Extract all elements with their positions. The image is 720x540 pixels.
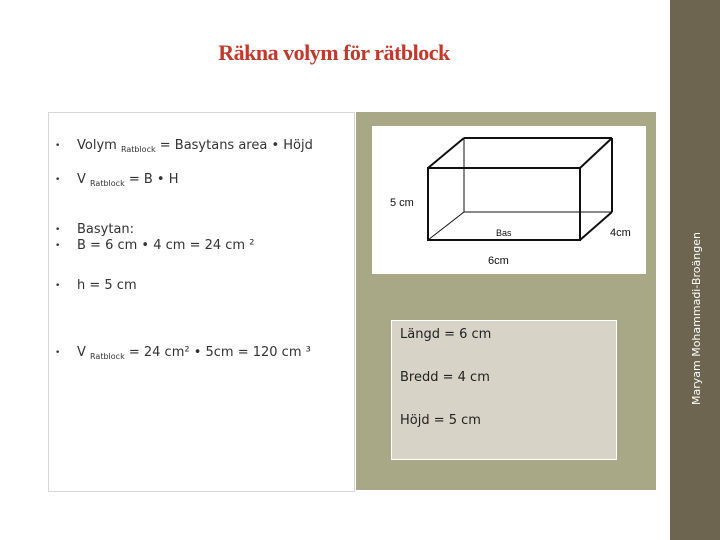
depth-label: 4cm [610,227,631,239]
width-text: Bredd = 4 cm [400,370,490,385]
bullet-icon: • [55,141,61,151]
cuboid-figure [372,126,646,274]
bullet-icon: • [55,281,61,291]
bottom-right-edge [580,212,612,240]
bullet-text: B = 6 cm • 4 cm = 24 cm ² [77,238,255,253]
hidden-edge [428,212,464,240]
bullet-text: V [77,345,86,360]
bullet-icon: • [55,241,61,251]
subscript: Ratblock [90,352,125,361]
bullet-text: h = 5 cm [77,278,137,293]
base-label: Bas [496,228,512,238]
height-label: 5 cm [390,197,414,209]
box-diagram [372,126,646,274]
bullet-text: = Basytans area • Höjd [159,138,313,153]
text-panel [48,112,355,492]
author-label: Maryam Mohammadi-Broängen [690,232,703,405]
bullet-text: Volym [77,138,117,153]
bullet-text: = 24 cm² • 5cm = 120 cm ³ [128,345,311,360]
measurements-box [391,320,617,460]
bullet-icon: • [55,175,61,185]
slide-title: Räkna volym för rätblock [218,40,450,65]
bullet-text: Basytan: [77,222,135,237]
length-text: Längd = 6 cm [400,327,492,342]
height-text: Höjd = 5 cm [400,413,481,428]
width-label: 6cm [488,255,509,267]
bullet-icon: • [55,348,61,358]
subscript: Ratblock [120,145,156,154]
bullet-text: V [77,172,86,187]
bullet-text: = B • H [128,172,179,187]
top-right-edge [580,138,612,168]
subscript: Ratblock [90,179,125,188]
top-left-edge [428,138,464,168]
bullet-icon: • [55,225,61,235]
